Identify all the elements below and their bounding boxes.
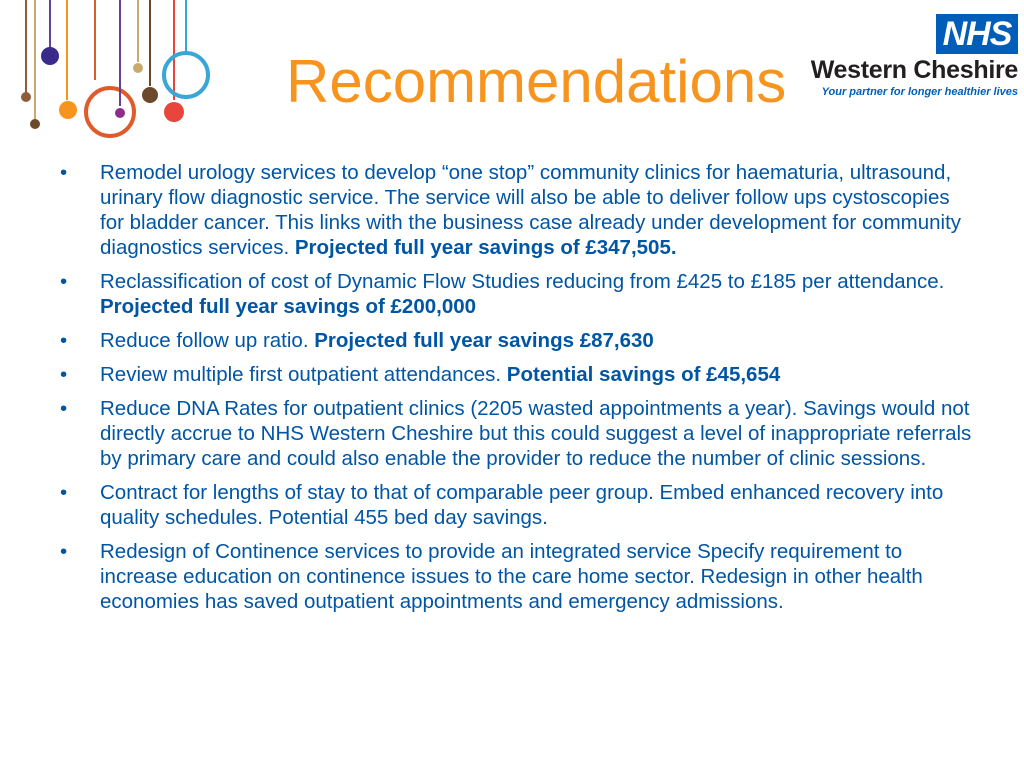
- savings-highlight: Projected full year savings of £347,505.: [294, 236, 677, 259]
- bullet-icon: •: [60, 363, 68, 386]
- recommendation-text: Remodel urology services to develop “one stop” community clinics for haematuria, ultrasound, urinary flow diagnostic service. The service will also be able to deliver follow ups cystoscopies for bladder cancer. This links with the business case already under development for community diagnostics services.: [100, 161, 962, 259]
- recommendation-text: Redesign of Continence services to provide an integrated service Specify requirement to increase education on continence issues to the care home sector. Redesign in other health economies has saved outpatient appointments and emergency admissions.: [100, 540, 923, 613]
- organisation-tagline: Your partner for longer healthier lives: [821, 86, 1018, 98]
- recommendations-body: [56, 160, 976, 623]
- list-item: [56, 539, 976, 614]
- list-item: [56, 328, 976, 353]
- recommendation-text: Reduce follow up ratio.: [100, 329, 315, 352]
- recommendation-text: Reclassification of cost of Dynamic Flow Studies reducing from £425 to £185 per attendance.: [100, 270, 945, 293]
- decorative-circles-graphic: [0, 0, 220, 150]
- recommendation-list: [56, 160, 976, 614]
- bullet-icon: •: [60, 329, 68, 352]
- recommendation-text: Contract for lengths of stay to that of comparable peer group. Embed enhanced recovery into quality schedules. Potential 455 bed day savings.: [100, 481, 944, 529]
- savings-highlight: Projected full year savings £87,630: [314, 329, 654, 352]
- recommendation-text: Review multiple first outpatient attendances.: [100, 363, 507, 386]
- slide-title: Recommendations: [286, 48, 787, 115]
- organisation-name: Western Cheshire: [810, 56, 1018, 84]
- nhs-logo-mark: NHS: [936, 14, 1018, 54]
- list-item: [56, 480, 976, 530]
- bullet-icon: •: [60, 540, 68, 563]
- bullet-icon: •: [60, 161, 68, 184]
- bullet-icon: •: [60, 397, 68, 420]
- list-item: [56, 269, 976, 319]
- bullet-icon: •: [60, 481, 68, 504]
- list-item: [56, 362, 976, 387]
- list-item: [56, 396, 976, 471]
- recommendation-text: Reduce DNA Rates for outpatient clinics (2205 wasted appointments a year). Savings would not directly accrue to NHS Western Cheshire but this could suggest a level of inappropriate referrals by primary care and could also enable the provider to reduce the number of clinic sessions.: [100, 397, 972, 470]
- savings-highlight: Potential savings of £45,654: [506, 363, 781, 386]
- nhs-western-cheshire-logo: [798, 14, 1024, 104]
- savings-highlight: Projected full year savings of £200,000: [100, 295, 477, 318]
- bullet-icon: •: [60, 270, 68, 293]
- list-item: [56, 160, 976, 260]
